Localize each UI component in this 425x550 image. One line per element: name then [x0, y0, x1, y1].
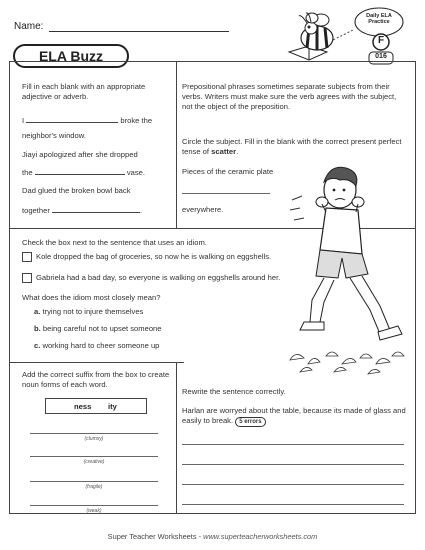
blank-3[interactable] — [52, 205, 140, 213]
badge-practice-text: Daily ELA Practice — [366, 13, 392, 25]
word-clumsy: (clumsy) — [84, 436, 104, 442]
noun-answer-line-2[interactable] — [30, 456, 158, 457]
box2-sentence-start: Pieces of the ceramic plate — [182, 167, 274, 176]
errors-badge: 5 errors — [235, 417, 265, 427]
word-creative: (creative) — [83, 459, 105, 465]
boy-walking-on-eggshells-illustration — [280, 150, 415, 390]
word-fragile: (fragile) — [85, 484, 103, 490]
idiom-option-1[interactable]: Kole dropped the bag of groceries, so now he is walking on eggshells. — [22, 252, 322, 262]
rewrite-line-3[interactable] — [182, 484, 404, 485]
worksheet-title: ELA Buzz — [13, 44, 129, 68]
answer-c[interactable]: c. working hard to cheer someone up — [34, 341, 160, 350]
name-label: Name: — [14, 21, 44, 32]
badge-letter: F — [377, 35, 385, 46]
suffix-box — [45, 398, 147, 414]
box1-instructions: Fill in each blank with an appropriate adjective or adverb. — [22, 82, 146, 101]
blank-1[interactable] — [26, 115, 118, 123]
box2-instructions: Circle the subject. Fill in the blank with the correct present perfect tense of scatter. — [182, 137, 402, 156]
noun-answer-line-3[interactable] — [30, 481, 158, 482]
box2-explanation: Prepositional phrases sometimes separate subjects from their verbs. Writers must make sure the verb agrees with the subject, not the object of the preposition. — [182, 82, 397, 111]
badge-number: 016 — [375, 53, 387, 60]
footer-brand: Super Teacher Worksheets - — [107, 532, 204, 541]
divider-bottom-vertical — [176, 362, 177, 514]
bee-logo — [287, 4, 409, 68]
box1-sentence-1-end: neighbor's window. — [22, 131, 86, 140]
option-1-checkbox[interactable] — [22, 252, 32, 262]
box1-sentence-3: Dad glued the broken bowl back — [22, 186, 131, 195]
box1-sentence-2-cont: the vase. — [22, 168, 145, 177]
box1-sentence-3-cont: together . — [22, 206, 143, 215]
box4-instructions: Add the correct suffix from the box to create noun forms of each word. — [22, 370, 170, 389]
idiom-option-2[interactable]: Gabriela had a bad day, so everyone is walking on eggshells around her. — [22, 273, 332, 283]
name-field-line[interactable] — [49, 31, 229, 32]
box3-instructions: Check the box next to the sentence that uses an idiom. — [22, 238, 207, 247]
box1-sentence-1: I broke the — [22, 116, 153, 125]
box5-instructions: Rewrite the sentence correctly. — [182, 387, 286, 396]
noun-answer-line-4[interactable] — [30, 505, 158, 506]
box5-sentence: Harlan are worryed about the table, because its made of glass and easily to break. 5 errors — [182, 406, 406, 425]
suffix-ness: ness — [74, 402, 92, 411]
rewrite-line-2[interactable] — [182, 464, 404, 465]
divider-top-vertical — [176, 61, 177, 228]
footer-url[interactable]: www.superteacherworksheets.com — [203, 532, 318, 541]
noun-answer-line-1[interactable] — [30, 433, 158, 434]
divider-bottom-left-horizontal — [9, 362, 184, 363]
suffix-ity: ity — [108, 402, 117, 411]
box3-question: What does the idiom most closely mean? — [22, 293, 161, 302]
rewrite-line-4[interactable] — [182, 504, 404, 505]
answer-a[interactable]: a. trying not to injure themselves — [34, 307, 144, 316]
box1-sentence-2: Jiayi apologized after she dropped — [22, 150, 138, 159]
box2-sentence-end: everywhere. — [182, 205, 224, 214]
option-2-checkbox[interactable] — [22, 273, 32, 283]
word-weak: (weak) — [86, 508, 102, 514]
footer — [0, 532, 425, 541]
blank-2[interactable] — [35, 167, 125, 175]
rewrite-line-1[interactable] — [182, 444, 404, 445]
box2-blank[interactable] — [182, 193, 270, 194]
answer-b[interactable]: b. being careful not to upset someone — [34, 324, 162, 333]
